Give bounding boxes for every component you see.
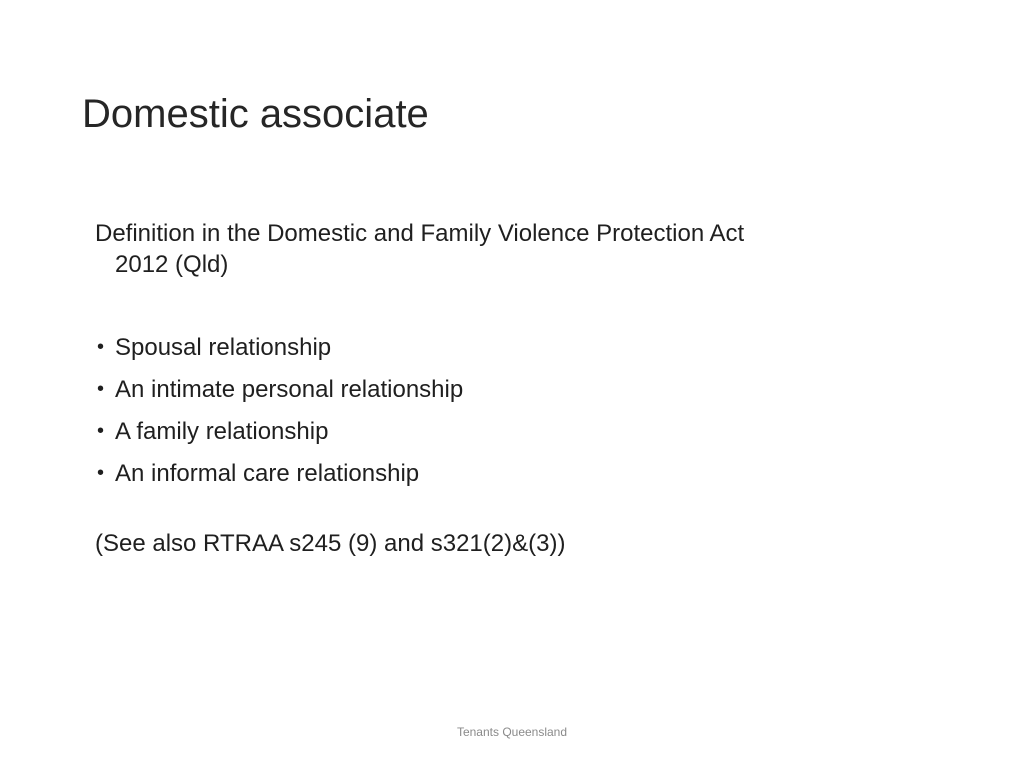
slide-title: Domestic associate [82, 92, 429, 136]
bullet-icon: • [97, 420, 105, 442]
list-item-label: A family relationship [115, 418, 329, 445]
bullet-icon: • [97, 378, 105, 400]
bullet-icon: • [97, 336, 105, 358]
list-item [95, 458, 825, 500]
relationship-list [95, 332, 825, 500]
see-also-note: (See also RTRAA s245 (9) and s321(2)&(3)) [95, 530, 566, 557]
list-item-label: Spousal relationship [115, 334, 332, 361]
list-item [95, 374, 825, 416]
list-item [95, 332, 825, 374]
bullet-icon: • [97, 462, 105, 484]
list-item-label: An informal care relationship [115, 460, 420, 487]
definition-text [95, 218, 825, 280]
slide-footer: Tenants Queensland [456, 725, 568, 739]
definition-line-2: 2012 (Qld) [115, 251, 229, 278]
slide-body [95, 218, 825, 559]
list-item [95, 416, 825, 458]
list-item-label: An intimate personal relationship [115, 376, 464, 403]
definition-line-1: Definition in the Domestic and Family Violence Protection Act [95, 220, 745, 247]
